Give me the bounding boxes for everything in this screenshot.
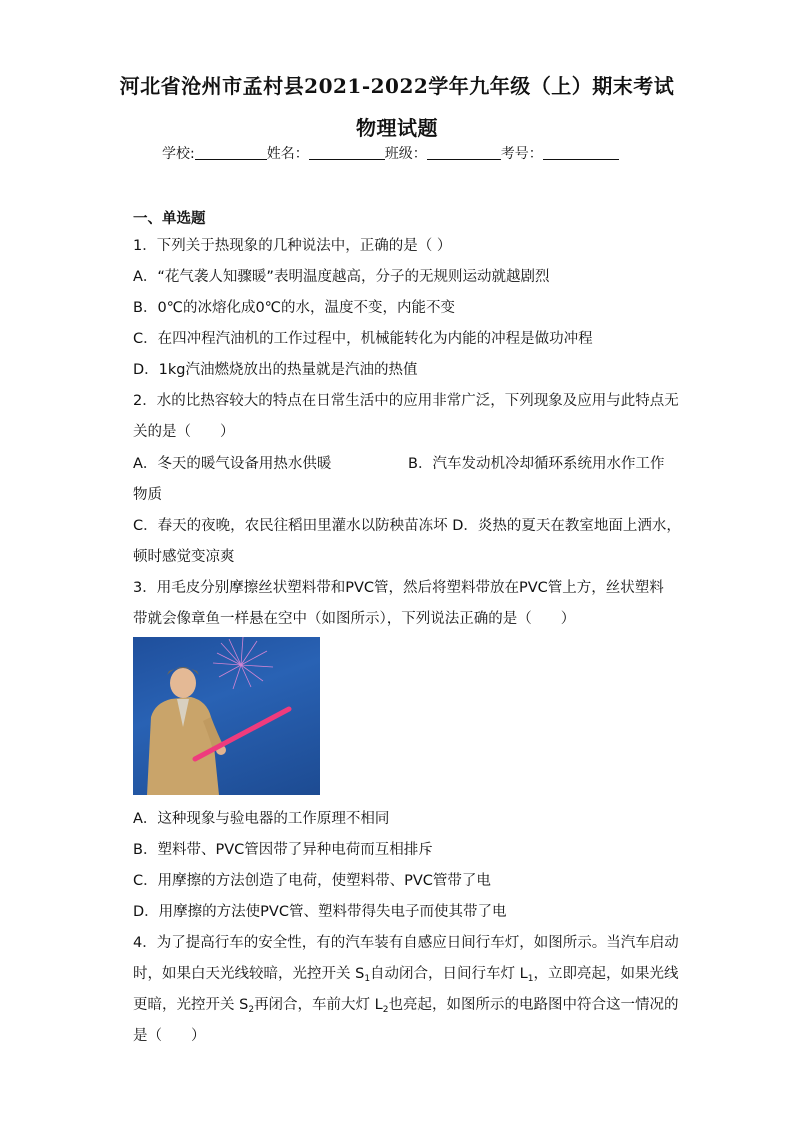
q3-photo bbox=[133, 637, 320, 795]
q1-option-a: A．“花气袭人知骤暖”表明温度越高，分子的无规则运动就越剧烈 bbox=[133, 269, 550, 285]
exam-title: 河北省沧州市孟村县2021-2022学年九年级（上）期末考试 bbox=[119, 74, 675, 98]
q2-option-d-cont: 顿时感觉变凉爽 bbox=[133, 549, 235, 565]
q4-stem-line3 bbox=[133, 993, 678, 1015]
q2-option-b: B．汽车发动机冷却循环系统用水作工作 bbox=[408, 456, 665, 472]
q3-stem-line2: 带就会像章鱼一样悬在空中（如图所示），下列说法正确的是（ ） bbox=[133, 611, 576, 627]
q3-option-a: A．这种现象与验电器的工作原理不相同 bbox=[133, 811, 390, 827]
student-info-line bbox=[162, 143, 619, 163]
exam-no-blank[interactable] bbox=[543, 145, 619, 160]
exam-no-label: 考号： bbox=[500, 146, 543, 162]
person-head bbox=[170, 668, 196, 698]
q4-l2-sub-l1: 1 bbox=[527, 974, 534, 984]
q4-l3-sub-s2: 2 bbox=[248, 1005, 255, 1015]
q4-l3-text-a: 更暗，光控开关 S bbox=[133, 997, 249, 1013]
q1-option-c: C．在四冲程汽油机的工作过程中，机械能转化为内能的冲程是做功冲程 bbox=[133, 331, 593, 347]
q4-stem-line4: 是（ ） bbox=[133, 1028, 206, 1044]
school-label: 学校: bbox=[162, 146, 195, 162]
class-label: 班级： bbox=[384, 146, 427, 162]
q3-stem-line1: 3．用毛皮分别摩擦丝状塑料带和PVC管，然后将塑料带放在PVC管上方，丝状塑料 bbox=[133, 580, 664, 596]
q4-l3-text-b: 再闭合，车前大灯 L bbox=[254, 997, 383, 1013]
school-blank[interactable] bbox=[195, 145, 267, 160]
name-label: 姓名： bbox=[266, 146, 309, 162]
q3-option-c: C．用摩擦的方法创造了电荷，使塑料带、PVC管带了电 bbox=[133, 873, 491, 889]
pvc-demo-illustration bbox=[133, 637, 320, 795]
q3-option-d: D．用摩擦的方法使PVC管、塑料带得失电子而使其带了电 bbox=[133, 904, 507, 920]
q2-option-b-cont: 物质 bbox=[133, 487, 162, 503]
q2-option-cd: C．春天的夜晚，农民往稻田里灌水以防秧苗冻坏 D．炎热的夏天在教室地面上洒水， bbox=[133, 518, 681, 534]
q4-l2-text-c: ，立即亮起，如果光线 bbox=[533, 966, 679, 982]
q4-l3-text-c: 也亮起，如图所示的电路图中符合这一情况的 bbox=[388, 997, 679, 1013]
q4-l2-sub-s1: 1 bbox=[364, 974, 371, 984]
q4-stem-line2 bbox=[133, 962, 678, 984]
exam-subject-title: 物理试题 bbox=[356, 116, 438, 140]
q1-option-d: D．1kg汽油燃烧放出的热量就是汽油的热值 bbox=[133, 362, 418, 378]
name-blank[interactable] bbox=[309, 145, 385, 160]
q4-l2-text-b: 自动闭合，日间行车灯 L bbox=[370, 966, 528, 982]
q1-stem: 1．下列关于热现象的几种说法中，正确的是（ ） bbox=[133, 238, 452, 254]
plastic-strands bbox=[213, 637, 273, 689]
section-heading: 一、单选题 bbox=[133, 211, 206, 227]
q3-option-b: B．塑料带、PVC管因带了异种电荷而互相排斥 bbox=[133, 842, 433, 858]
q4-stem-line1: 4．为了提高行车的安全性，有的汽车装有自感应日间行车灯，如图所示。当汽车启动 bbox=[133, 935, 679, 951]
q1-option-b: B．0℃的冰熔化成0℃的水，温度不变，内能不变 bbox=[133, 300, 455, 316]
q2-stem-line1: 2．水的比热容较大的特点在日常生活中的应用非常广泛，下列现象及应用与此特点无 bbox=[133, 393, 679, 409]
class-blank[interactable] bbox=[427, 145, 501, 160]
q2-option-a: A．冬天的暖气设备用热水供暖 bbox=[133, 456, 332, 472]
q2-stem-line2: 关的是（ ） bbox=[133, 424, 235, 440]
q4-l2-text-a: 时，如果白天光线较暗，光控开关 S bbox=[133, 966, 365, 982]
q4-l3-sub-l2: 2 bbox=[382, 1005, 389, 1015]
